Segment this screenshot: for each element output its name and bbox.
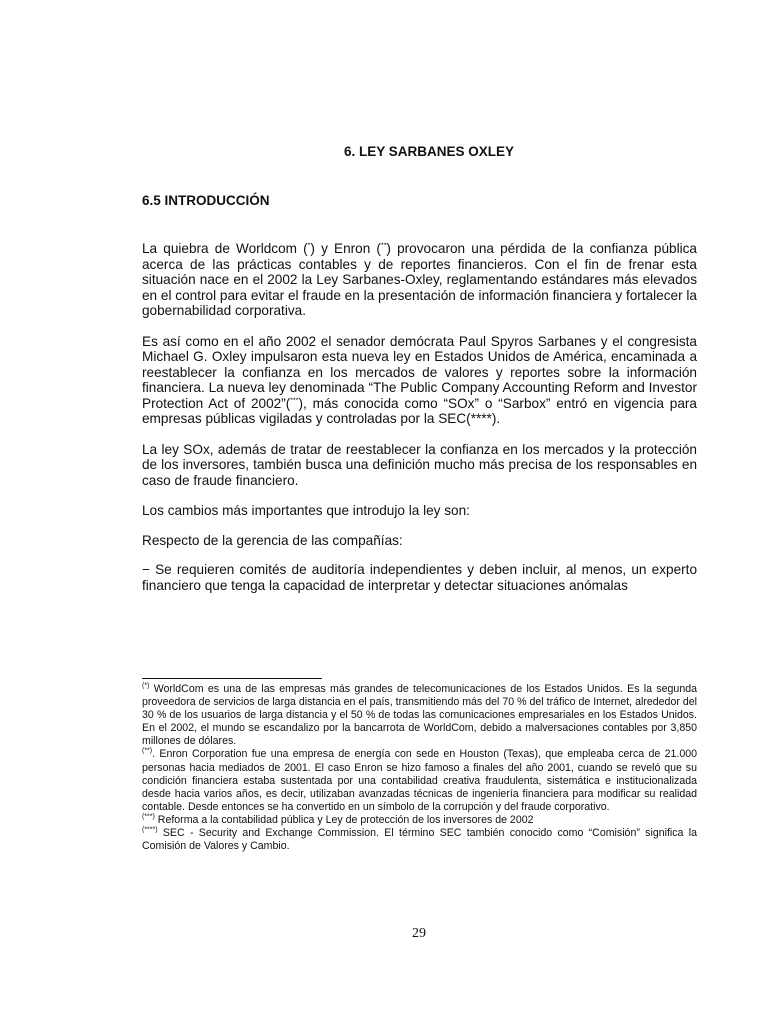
footnote-4-text: SEC - Security and Exchange Commission. El término SEC también conocido como “Comisión” significa la Comisión de Valores y Cambio.: [142, 827, 697, 853]
footnote-ref-3: ***: [290, 396, 299, 404]
paragraph-6: − Se requieren comités de auditoría independientes y deben incluir, al menos, un experto financiero que tenga la capacidad de interpretar y detectar situaciones anómalas: [142, 562, 697, 593]
section-title: 6.5 INTRODUCCIÓN: [142, 193, 270, 208]
footnote-3-text: Reforma a la contabilidad pública y Ley de protección de los inversores de 2002: [154, 813, 534, 826]
paragraph-3: La ley SOx, además de tratar de reestablecer la confianza en los mercados y la protección de los inversores, también busca una definición mucho más precisa de los responsables en caso de fraude financiero.: [142, 441, 697, 488]
footnote-4: [142, 827, 697, 853]
page-number: 29: [412, 926, 426, 941]
footnote-3: [142, 814, 697, 827]
footnotes: [142, 683, 697, 853]
body-text: [142, 241, 697, 608]
footnote-2-text: . Enron Corporation fue una empresa de energía con sede en Houston (Texas), que empleaba cerca de 21.000 personas hacia mediados de 2001. El caso Enron se hizo famoso a finales del año 2001, cuando se reveló que su condición financiera estaba sustentada por una contabilidad creativa fraudulenta, sistemática e institucionalizada desde hacia varios años, es decir, utilizaban avanzadas técnicas de ingeniería financiera para modificar su realidad contable. Desde entonces se ha convertido en un símbolo de la corrupción y del fraude corporativo.: [142, 748, 697, 813]
paragraph-1-text-b: ) y Enron (: [310, 241, 381, 256]
chapter-title: 6. LEY SARBANES OXLEY: [343, 144, 515, 159]
footnote-1: [142, 683, 697, 748]
footnote-1-text: WorldCom es una de las empresas más grandes de telecomunicaciones de los Estados Unidos. Es la segunda proveedora de servicios de larga distancia en el país, transmitiendo más del 70 % del tráfico de Internet, alrededor del 30 % de los usuarios de larga distancia y el 50 % de todas las comunicaciones empresariales en los Estados Unidos. En el 2002, el mundo se escandalizo por la bancarrota de WorldCom, debido a malversaciones contables por 3,850 millones de dólares.: [142, 683, 697, 748]
paragraph-2-text-a: Es así como en el año 2002 el senador demócrata Paul Spyros Sarbanes y el congresista Michael G. Oxley impulsaron esta nueva ley en Estados Unidos de América, encaminada a reestablecer la confianza en los mercados de valores y reportes sobre la información financiera. La nueva ley denominada “The Public Company Accounting Reform and Investor Protection Act of 2002”(: [142, 333, 697, 411]
paragraph-5: Respecto de la gerencia de las compañías:: [142, 532, 403, 548]
footnote-2: [142, 748, 697, 813]
footnote-ref-2: **: [380, 242, 387, 250]
paragraph-1-text-a: La quiebra de Worldcom (: [142, 241, 308, 256]
footnote-separator: [142, 678, 322, 679]
paragraph-2-text-c: ).: [491, 411, 501, 426]
footnote-3-mark: (***): [142, 813, 155, 821]
footnote-2-mark: (**): [142, 747, 153, 755]
paragraph-1: [142, 241, 697, 319]
paragraph-2: [142, 334, 697, 427]
footnote-1-mark: (*): [142, 682, 150, 690]
paragraph-4: Los cambios más importantes que introdujo la ley son:: [142, 503, 470, 518]
paragraph-1-text-c: ) provocaron una pérdida de la confianza pública acerca de las prácticas contables y de reportes financieros. Con el fin de frenar esta situación nace en el 2002 la Ley Sarbanes-Oxley, reglamentando estándares más elevados en el control para evitar el fraude en la presentación de información financiera y fortalecer la gobernabilidad corporativa.: [142, 241, 697, 318]
footnote-ref-4: ****: [470, 411, 492, 426]
paragraph-2-text-b: ), más conocida como “SOx” o “Sarbox” entró en vigencia para empresas públicas vigiladas y controladas por la SEC(: [142, 395, 697, 426]
footnote-ref-1: *: [307, 242, 311, 250]
footnote-4-mark: (****): [142, 826, 158, 834]
